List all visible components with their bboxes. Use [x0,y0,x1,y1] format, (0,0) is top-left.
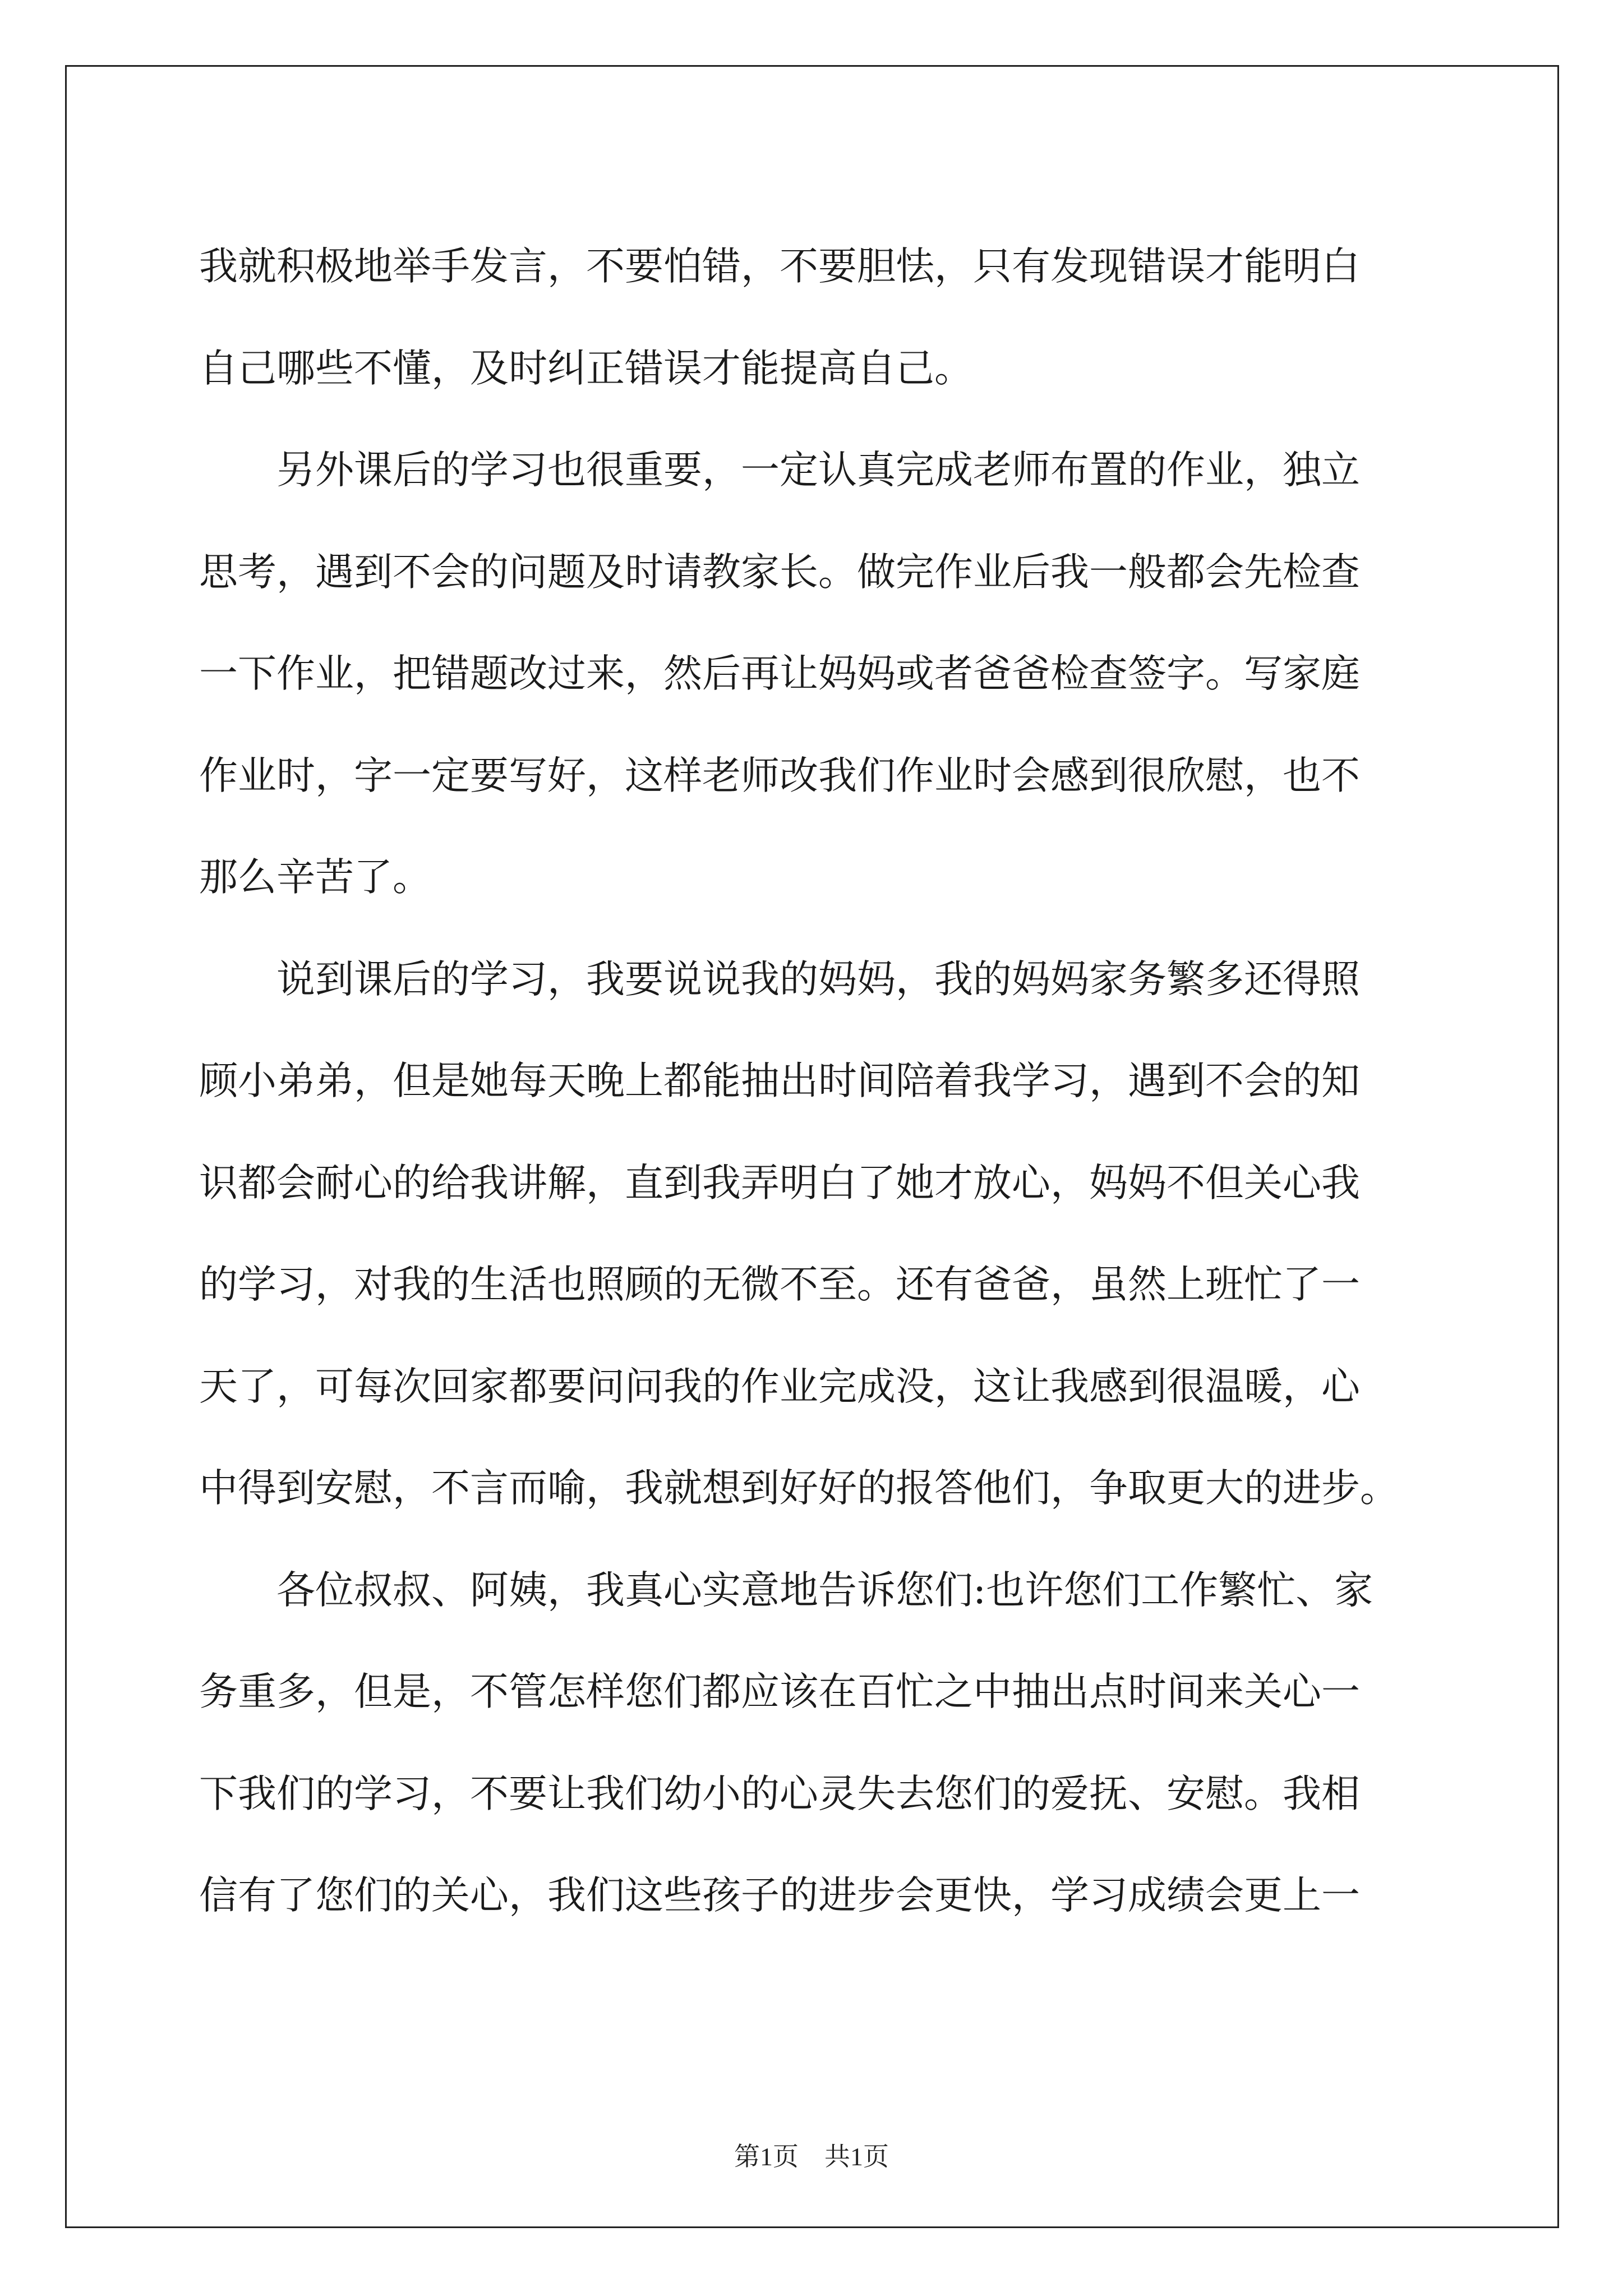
text-line: 识都会耐心的给我讲解，直到我弄明白了她才放心，妈妈不但关心我 [199,1160,1360,1205]
text-line: 天了，可每次回家都要问问我的作业完成没，这让我感到很温暖，心 [199,1364,1360,1409]
text-line: 务重多，但是，不管怎样您们都应该在百忙之中抽出点时间来关心一 [199,1669,1360,1714]
text-line: 思考，遇到不会的问题及时请教家长。做完作业后我一般都会先检查 [199,549,1360,595]
text-line: 自己哪些不懂，及时纠正错误才能提高自己。 [199,346,973,391]
page-footer: 第1页 共1页 [734,2142,889,2171]
text-line: 信有了您们的关心，我们这些孩子的进步会更快，学习成绩会更上一 [199,1873,1360,1918]
text-line: 作业时，字一定要写好，这样老师改我们作业时会感到很欣慰，也不 [199,753,1360,798]
text-line: 说到课后的学习，我要说说我的妈妈，我的妈妈家务繁多还得照 [199,956,1360,1002]
text-line: 一下作业，把错题改过来，然后再让妈妈或者爸爸检查签字。写家庭 [199,651,1360,696]
text-line: 的学习，对我的生活也照顾的无微不至。还有爸爸，虽然上班忙了一 [199,1262,1360,1307]
text-line: 中得到安慰，不言而喻，我就想到好好的报答他们，争取更大的进步。 [199,1466,1399,1511]
text-line: 下我们的学习，不要让我们幼小的心灵失去您们的爱抚、安慰。我相 [199,1771,1360,1816]
text-line: 顾小弟弟，但是她每天晚上都能抽出时间陪着我学习，遇到不会的知 [199,1059,1360,1103]
document-body [199,216,1433,1947]
text-line: 那么辛苦了。 [199,855,431,900]
text-line: 各位叔叔、阿姨，我真心实意地告诉您们:也许您们工作繁忙、家 [199,1567,1373,1613]
text-line: 我就积极地举手发言，不要怕错，不要胆怯，只有发现错误才能明白 [199,244,1360,289]
text-line: 另外课后的学习也很重要，一定认真完成老师布置的作业，独立 [199,448,1360,493]
